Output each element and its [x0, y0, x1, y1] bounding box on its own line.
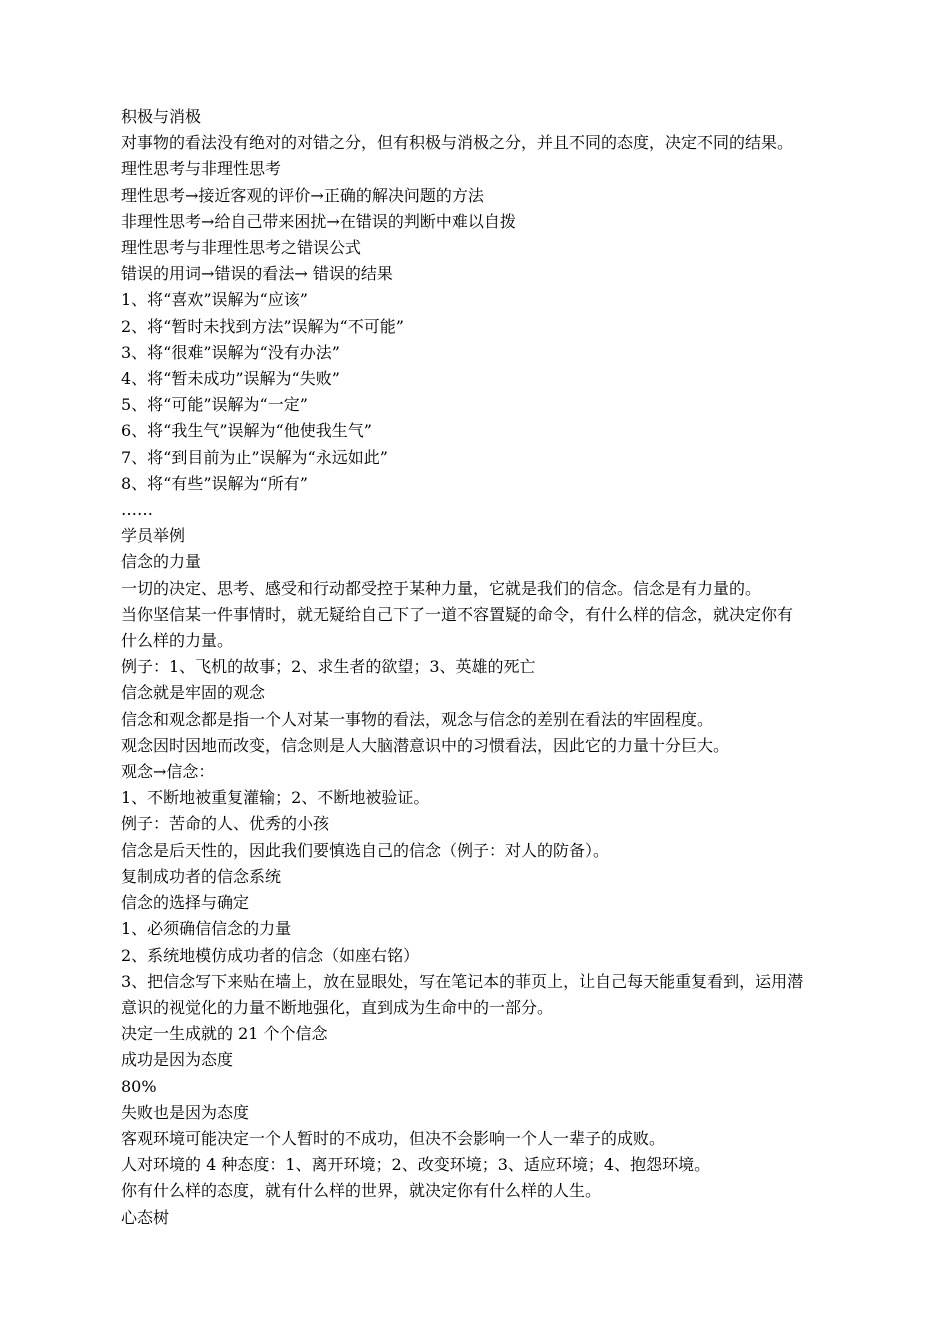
list-item: 5、将“可能”误解为“一定” — [121, 395, 308, 415]
list-item: 1、将“喜欢”误解为“应该” — [121, 290, 308, 310]
list-item: 7、将“到目前为止”误解为“永远如此” — [121, 447, 388, 467]
heading-belief-selection: 信念的选择与确定 — [121, 893, 250, 913]
list-item: 4、将“暂未成功”误解为“失败” — [121, 369, 340, 389]
paragraph-line: 一切的决定、思考、感受和行动都受控于某种力量，它就是我们的信念。信念是有力量的。 — [121, 578, 762, 598]
heading-positive-negative: 积极与消极 — [121, 107, 202, 126]
heading-failure-attitude: 失败也是因为态度 — [121, 1102, 250, 1122]
list-item: 3、将“很难”误解为“没有办法” — [121, 342, 340, 362]
heading-mindset-tree: 心态树 — [121, 1207, 170, 1227]
list-item: 3、把信念写下来贴在墙上，放在显眼处，写在笔记本的菲页上，让自己每天能重复看到，运用潜 — [121, 971, 804, 991]
paragraph-line: 错误的用词→错误的看法→ 错误的结果 — [121, 264, 393, 284]
paragraph-line: 意识的视觉化的力量不断地强化，直到成为生命中的一部分。 — [121, 997, 554, 1017]
percentage-text: 80% — [121, 1076, 157, 1096]
paragraph-line: 观念因时因地而改变，信念则是人大脑潜意识中的习惯看法，因此它的力量十分巨大。 — [121, 735, 730, 755]
paragraph-line: 理性思考→接近客观的评价→正确的解决问题的方法 — [121, 185, 484, 205]
list-item: 6、将“我生气”误解为“他使我生气” — [121, 421, 372, 441]
paragraph-line: 人对环境的 4 种态度：1、离开环境；2、改变环境；3、适应环境；4、抱怨环境。 — [121, 1155, 711, 1175]
paragraph-line: 信念和观念都是指一个人对某一事物的看法，观念与信念的差别在看法的牢固程度。 — [121, 709, 714, 729]
heading-belief-is-firm-idea: 信念就是牢固的观念 — [121, 683, 266, 703]
heading-copy-belief-system: 复制成功者的信念系统 — [121, 866, 282, 886]
paragraph-line: 你有什么样的态度，就有什么样的世界，就决定你有什么样的人生。 — [121, 1181, 602, 1201]
heading-error-formula: 理性思考与非理性思考之错误公式 — [121, 238, 362, 258]
heading-student-examples: 学员举例 — [121, 526, 186, 546]
paragraph-line: 1、不断地被重复灌输；2、不断地被验证。 — [121, 788, 430, 808]
list-item: 8、将“有些”误解为“所有” — [121, 473, 308, 493]
heading-success-attitude: 成功是因为态度 — [121, 1050, 234, 1070]
paragraph-line: 对事物的看法没有绝对的对错之分，但有积极与消极之分，并且不同的态度，决定不同的结果。 — [121, 133, 794, 153]
paragraph-line: 例子：1、飞机的故事；2、求生者的欲望；3、英雄的死亡 — [121, 657, 536, 677]
list-item: 1、必须确信信念的力量 — [121, 919, 292, 939]
paragraph-line: 例子：苦命的人、优秀的小孩 — [121, 814, 330, 834]
paragraph-line: 客观环境可能决定一个人暂时的不成功，但决不会影响一个人一辈子的成败。 — [121, 1128, 666, 1148]
document-body — [121, 104, 861, 1231]
heading-power-of-belief: 信念的力量 — [121, 552, 202, 572]
paragraph-line: 什么样的力量。 — [121, 631, 234, 651]
paragraph-line: 非理性思考→给自己带来困扰→在错误的判断中难以自拨 — [121, 211, 516, 231]
ellipsis: …… — [121, 500, 153, 520]
heading-rational-thinking: 理性思考与非理性思考 — [121, 159, 282, 179]
paragraph-line: 观念→信念： — [121, 762, 215, 782]
heading-21-beliefs: 决定一生成就的 21 个个信念 — [121, 1024, 328, 1044]
list-item: 2、将“暂时未找到方法”误解为“不可能” — [121, 316, 404, 336]
paragraph-line: 信念是后天性的，因此我们要慎选自己的信念（例子：对人的防备）。 — [121, 840, 610, 860]
paragraph-line: 当你坚信某一件事情时，就无疑给自己下了一道不容置疑的命令，有什么样的信念，就决定你有 — [121, 604, 794, 624]
list-item: 2、系统地模仿成功者的信念（如座右铭） — [121, 945, 420, 965]
